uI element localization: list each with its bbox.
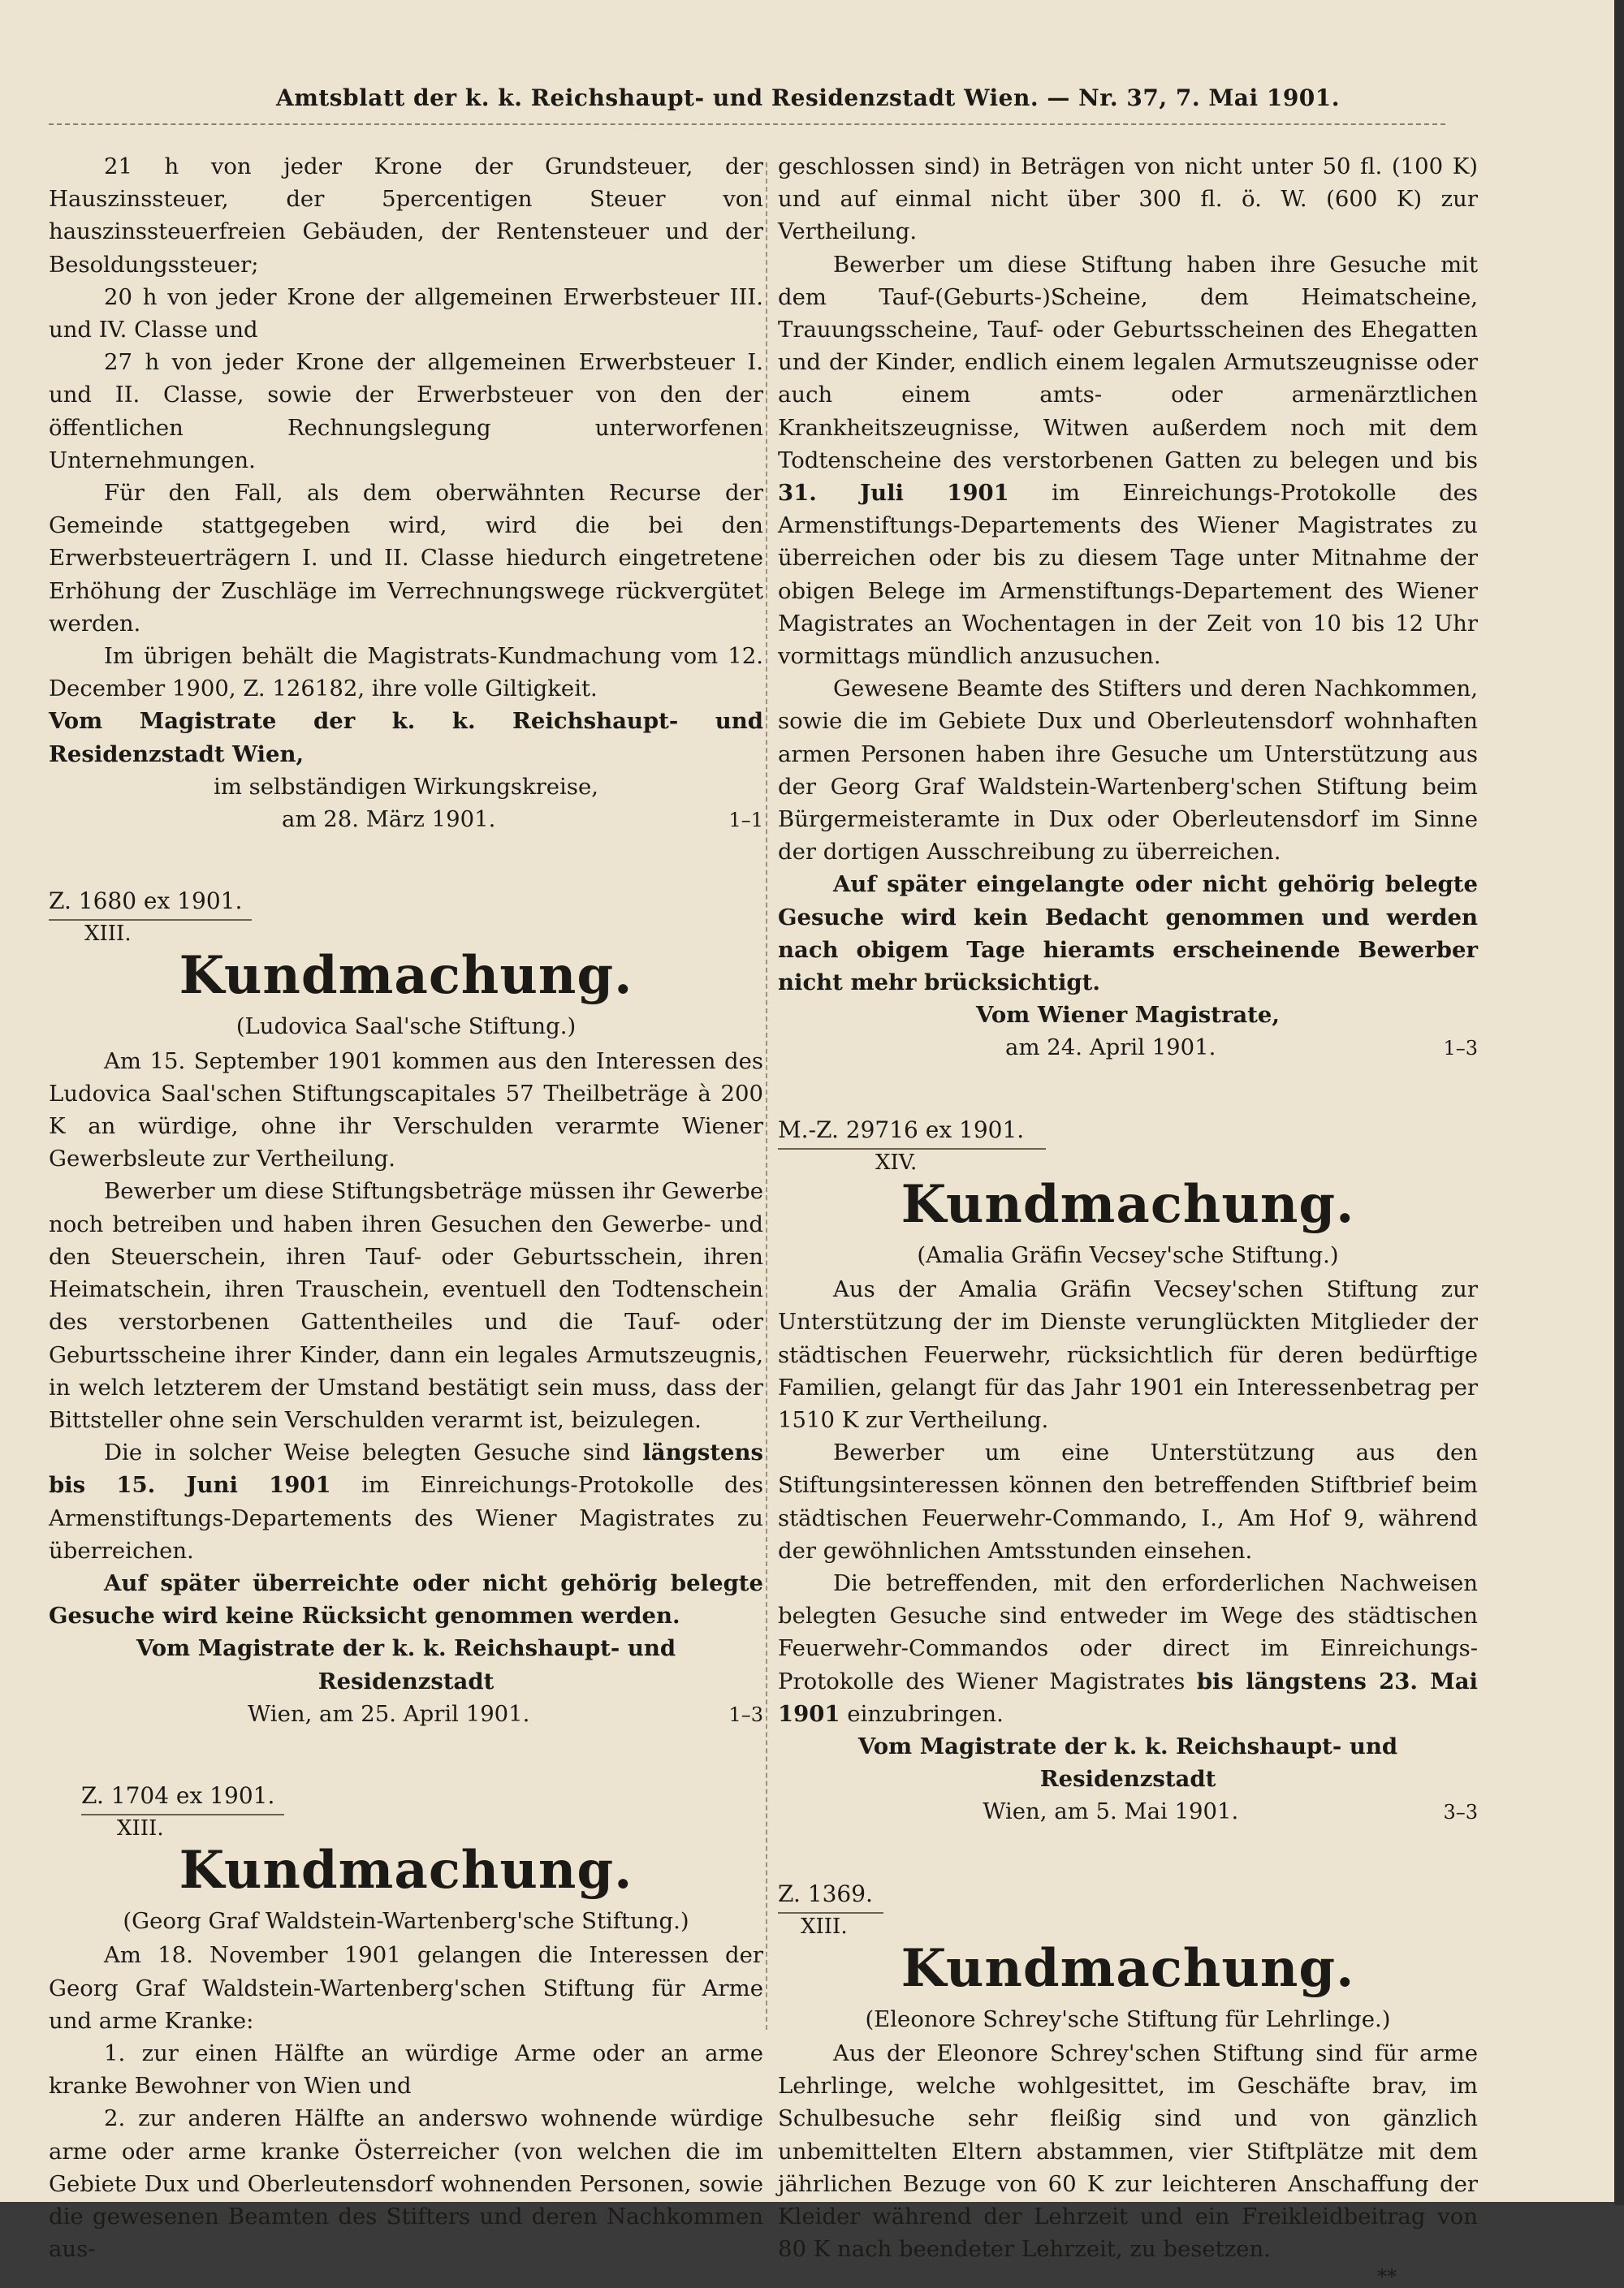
date-row (778, 1031, 1478, 1064)
signature-subline: im selbständigen Wirkungskreise, (214, 773, 598, 800)
text-run: einzubringen. (840, 1700, 1004, 1727)
reference-number: Z. 1680 ex 1901. (49, 887, 243, 915)
deadline-text: 31. Juli 1901 (778, 480, 1009, 507)
notice-reference (778, 1114, 1478, 1176)
text-run: Die betreffenden, mit den erforderlichen Nachweisen belegten Gesuche sind entweder im Wege des städtischen Feuerwehr-Commandos oder direct im Einreichungs-Protokolle des Wiener Magistrates (778, 1569, 1478, 1694)
date-row (49, 803, 763, 836)
header-rule (49, 123, 1445, 125)
notice-title: Kundmachung. (901, 1173, 1355, 1235)
signature-line: Vom Magistrate der k. k. Reichshaupt- und Residenzstadt Wien, (49, 708, 763, 767)
paragraph: Bewerber um diese Stiftungsbeträge müssen ihr Gewerbe noch betreiben und haben ihren Gesuchen den Gewerbe- und den Steuerschein, ihren Tauf- oder Geburtsschein, ihren Heimatschein, ihren Trauschein, eventuell den Todtenschein des verstorbenen Gattentheiles und die Tauf- oder Geburtsscheine ihrer Kinder, dann ein legales Armutszeugnis, in welch letzterem der Umstand bestätigt sein muss, dass der Bittsteller ohne sein Verschulden verarmt ist, beizulegen. (49, 1178, 763, 1433)
notice-title: Kundmachung. (179, 1840, 633, 1902)
end-marker: ** (1377, 2265, 1397, 2288)
issue-mark: 1–3 (1443, 1037, 1478, 1060)
date-line: am 28. März 1901. (282, 806, 496, 833)
scan-edge (1614, 0, 1624, 2205)
reference-number: M.-Z. 29716 ex 1901. (778, 1116, 1025, 1143)
paragraph: 2. zur anderen Hälfte an anderswo wohnende würdige arme oder arme kranke Österreicher (von welchen die im Gebiete Dux und Oberleutensdorf wohnenden Personen, sowie die gewesenen Beamten des Stifters und deren Nachkommen aus- (49, 2105, 763, 2263)
signature-line: Vom Magistrate der k. k. Reichshaupt- und Residenzstadt (857, 1733, 1398, 1793)
date-row (778, 1795, 1478, 1828)
right-column (778, 150, 1478, 2288)
paragraph: geschlossen sind) in Beträgen von nicht unter 50 fl. (100 K) und auf einmal nicht über 300 fl. ö. W. (600 K) zur Vertheilung. (778, 153, 1478, 245)
date-line: am 24. April 1901. (1005, 1034, 1216, 1061)
paragraph: Gewesene Beamte des Stifters und deren Nachkommen, sowie die im Gebiete Dux und Oberleutensdorf wohnhaften armen Personen haben ihre Gesuche um Unterstützung aus der Georg Graf Waldstein-Wartenberg'schen Stiftung beim Bürgermeisteramte in Dux oder Oberleutensdorf im Sinne der dortigen Ausschreibung zu überreichen. (778, 676, 1478, 866)
notice-reference (81, 1780, 763, 1841)
paragraph: Aus der Eleonore Schrey'schen Stiftung sind für arme Lehrlinge, welche wohlgesittet, im Geschäfte brav, im Schulbesuche sehr fleißig sind und von gänzlich unbemittelten Eltern abstammen, vier Stiftplätze mit dem jährlichen Bezuge von 60 K zur leichteren Anschaffung der Kleider während der Lehrzeit und ein Freikleidbeitrag von 80 K nach beendeter Lehrzeit, zu besetzen. (778, 2040, 1478, 2263)
notice-subtitle: (Georg Graf Waldstein-Wartenberg'sche Stiftung.) (123, 1908, 689, 1935)
paragraph: Bewerber um eine Unterstützung aus den Stiftungsinteressen können den betreffenden Stiftbrief beim städtischen Feuerwehr-Commando, I., Am Hof 9, während der gewöhnlichen Amtsstunden einsehen. (778, 1440, 1478, 1564)
paragraph: 21 h von jeder Krone der Grundsteuer, der Hauszinssteuer, der 5percentigen Steuer von hauszinssteuerfreien Gebäuden, der Rentensteuer und der Besoldungssteuer; (49, 153, 763, 278)
paragraph (778, 1567, 1478, 1730)
paragraph: Aus der Amalia Gräfin Vecsey'schen Stiftung zur Unterstützung der im Dienste verunglückten Mitglieder der städtischen Feuerwehr, rücksichtlich für deren bedürftige Familien, gelangt für das Jahr 1901 ein Interessenbetrag per 1510 K zur Vertheilung. (778, 1276, 1478, 1433)
issue-mark: 1–3 (728, 1703, 763, 1726)
paragraph: Am 18. November 1901 gelangen die Interessen der Georg Graf Waldstein-Wartenberg'schen Stiftung für Arme und arme Kranke: (49, 1942, 763, 2034)
notice-title: Kundmachung. (901, 1937, 1355, 1999)
notice-subtitle: (Ludovica Saal'sche Stiftung.) (235, 1013, 577, 1040)
notice-reference (778, 1878, 1478, 1940)
reference-section: XIII. (117, 1816, 164, 1841)
paragraph: 27 h von jeder Krone der allgemeinen Erwerbsteuer I. und II. Classe, sowie der Erwerbsteuer von den der öffentlichen Rechnungslegung unterworfenen Unternehmungen. (49, 349, 763, 473)
paragraph (778, 248, 1478, 673)
issue-mark: 3–3 (1443, 1801, 1478, 1824)
paragraph: 1. zur einen Hälfte an würdige Arme oder an arme kranke Bewohner von Wien und (49, 2040, 763, 2100)
paragraph: Für den Fall, als dem oberwähnten Recurse der Gemeinde stattgegeben wird, wird die bei den Erwerbsteuerträgern I. und II. Classe hiedurch eingetretene Erhöhung der Zuschläge im Verrechnungswege rückvergütet werden. (49, 480, 763, 637)
page-header: Amtsblatt der k. k. Reichshaupt- und Residenzstadt Wien. — Nr. 37, 7. Mai 1901. (275, 84, 1341, 111)
reference-number: Z. 1369. (778, 1880, 873, 1907)
reference-number: Z. 1704 ex 1901. (81, 1781, 275, 1809)
signature-line: Vom Wiener Magistrate, (976, 1002, 1280, 1029)
paragraph: Am 15. September 1901 kommen aus den Interessen des Ludovica Saal'schen Stiftungscapitales 57 Theilbeträge à 200 K an würdige, ohne ihr Verschulden verarmte Wiener Gewerbsleute zur Vertheilung. (49, 1047, 763, 1172)
deadline-text: bis längstens 23. Mai 1901 (778, 1668, 1478, 1727)
text-run: Die in solcher Weise belegten Gesuche sind (104, 1440, 643, 1466)
notice-title: Kundmachung. (179, 945, 633, 1007)
notice-reference (49, 885, 763, 947)
signature-line: Vom Magistrate der k. k. Reichshaupt- und Residenzstadt (136, 1635, 676, 1694)
text-run: im Einreichungs-Protokolle des Armenstiftungs-Departements des Wiener Magistrates zu überreichen. (49, 1472, 763, 1564)
reference-section: XIV. (875, 1150, 918, 1175)
reference-section: XIII. (84, 922, 132, 947)
deadline-text: längstens bis 15. Juni 1901 (49, 1440, 763, 1499)
left-column (49, 150, 763, 2265)
date-line: Wien, am 25. April 1901. (248, 1700, 530, 1727)
issue-mark: 1–1 (728, 809, 763, 832)
paragraph: 20 h von jeder Krone der allgemeinen Erwerbsteuer III. und IV. Classe und (49, 283, 763, 343)
date-row (49, 1698, 763, 1731)
paragraph: Auf später überreichte oder nicht gehörig belegte Gesuche wird keine Rücksicht genommen werden. (49, 1569, 763, 1630)
paragraph: Im übrigen behält die Magistrats-Kundmachung vom 12. December 1900, Z. 126182, ihre volle Giltigkeit. (49, 643, 763, 702)
text-run: Bewerber um diese Stiftung haben ihre Gesuche mit dem Tauf-(Geburts-)Scheine, dem Heimatscheine, Trauungsscheine, Tauf- oder Geburtsscheinen des Ehegatten und der Kinder, endlich einem legalen Armutszeugnisse oder auch einem amts- oder armenärztlichen Krankheitszeugnisse, Witwen außerdem noch mit dem Todtenscheine des verstorbenen Gatten zu belegen und bis (778, 251, 1478, 473)
notice-subtitle: (Amalia Gräfin Vecsey'sche Stiftung.) (917, 1241, 1339, 1268)
text-run: im Einreichungs-Protokolle des Armenstiftungs-Departements des Wiener Magistrates zu überreichen oder bis zu diesem Tage unter Mitnahme der obigen Belege im Armenstiftungs-Departement des Wiener Magistrates an Wochentagen in der Zeit von 10 bis 12 Uhr vormittags mündlich anzusuchen. (778, 480, 1478, 670)
notice-subtitle: (Eleonore Schrey'sche Stiftung für Lehrlinge.) (865, 2005, 1391, 2032)
paragraph (49, 1436, 763, 1567)
reference-section: XIII. (801, 1914, 848, 1939)
date-line: Wien, am 5. Mai 1901. (983, 1798, 1239, 1825)
paragraph: Auf später eingelangte oder nicht gehörig belegte Gesuche wird kein Bedacht genommen und werden nach obigem Tage hieramts erscheinende Bewerber nicht mehr brücksichtigt. (778, 871, 1478, 996)
column-divider (766, 162, 767, 2030)
